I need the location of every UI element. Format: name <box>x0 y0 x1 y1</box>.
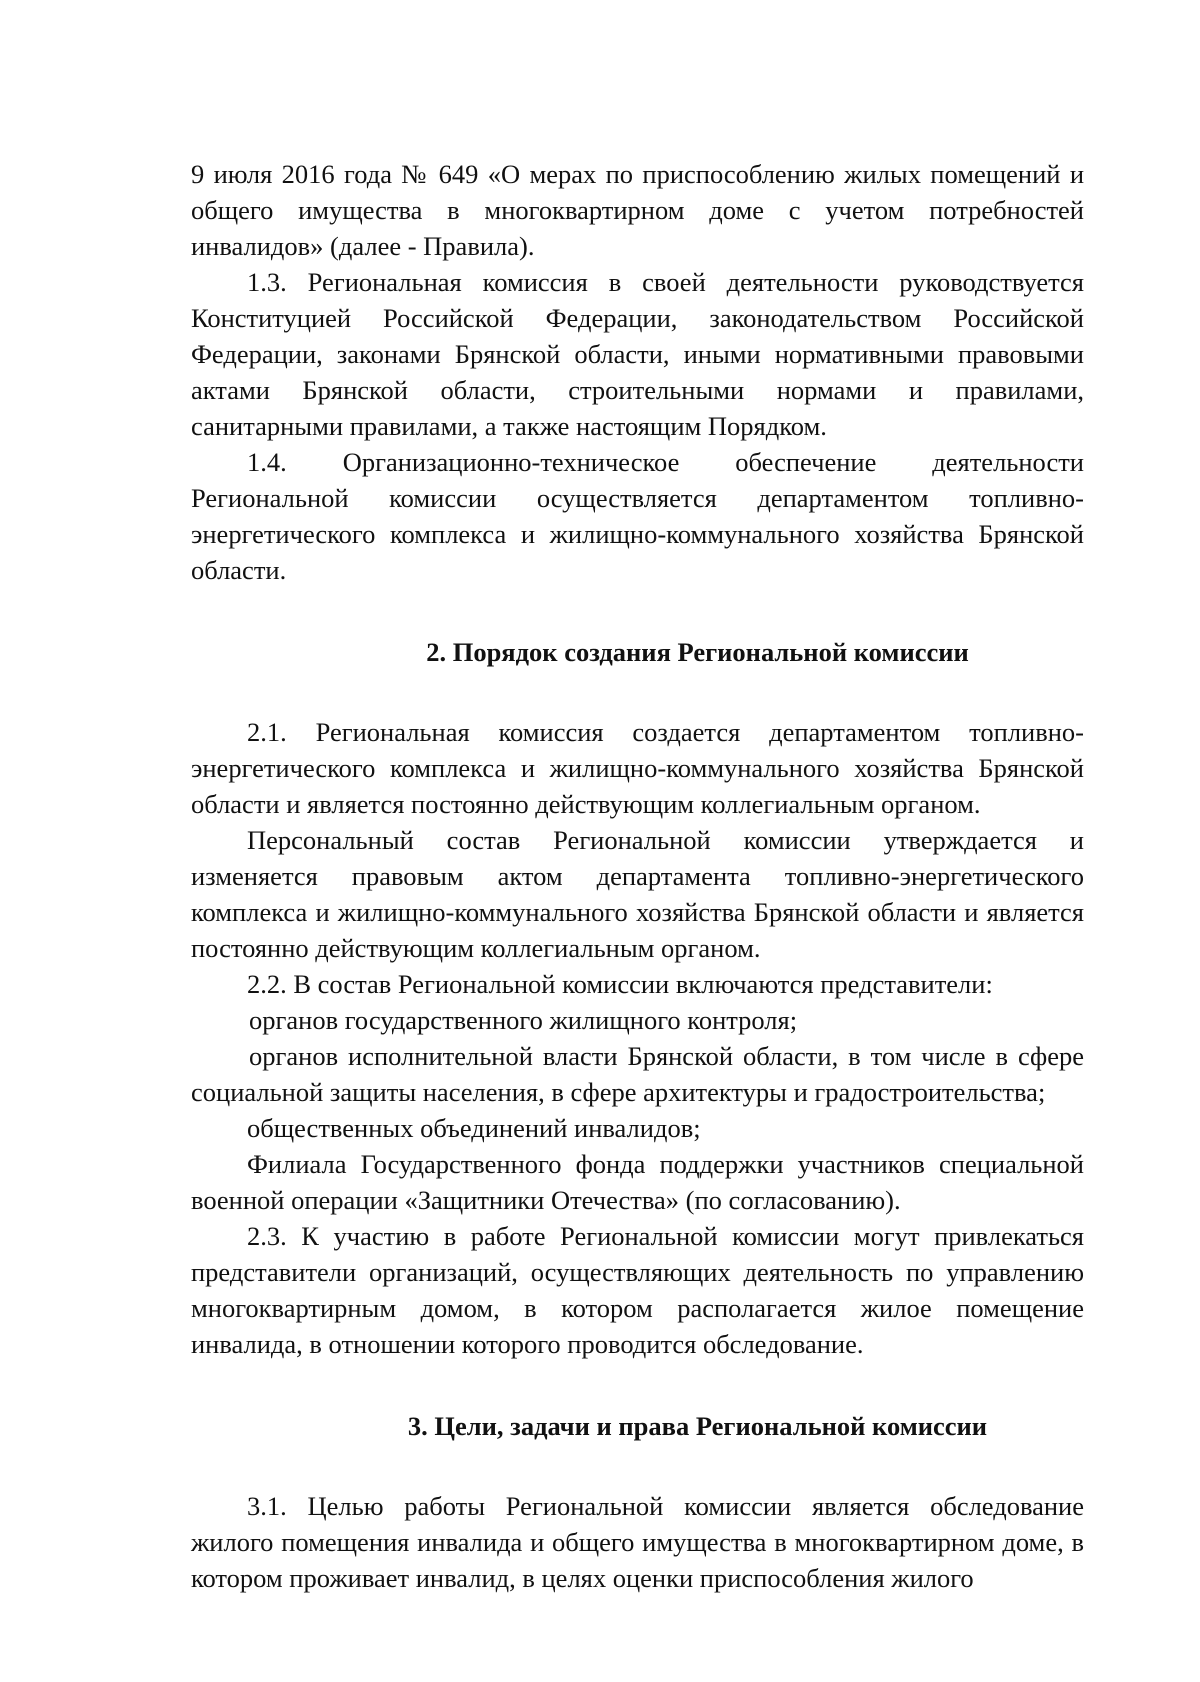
paragraph-1-4: 1.4. Организационно-техническое обеспечение деятельности Региональной комиссии осуществляется департаментом топливно-энергетического комплекса и жилищно-коммунального хозяйства Брянской области. <box>191 447 1084 585</box>
list-item-public-associations: общественных объединений инвалидов; <box>247 1113 701 1143</box>
paragraph-1-3: 1.3. Региональная комиссия в своей деятельности руководствуется Конституцией Российской Федерации, законодательством Российской Федерации, законами Брянской области, иными нормативными правовыми актами Брянской области, строительными нормами и правилами, санитарными правилами, а также настоящим Порядком. <box>191 267 1084 441</box>
section-3-heading: 3. Цели, задачи и права Региональной комиссии <box>407 1411 988 1441</box>
paragraph-3-1: 3.1. Целью работы Региональной комиссии является обследование жилого помещения инвалида и общего имущества в многоквартирном доме, в котором проживает инвалид, в целях оценки приспособления жилого <box>191 1491 1084 1593</box>
list-item-fund-branch: Филиала Государственного фонда поддержки участников специальной военной операции «Защитники Отечества» (по согласованию). <box>191 1149 1084 1215</box>
list-item-executive-bodies: органов исполнительной власти Брянской области, в том числе в сфере социальной защиты населения, в сфере архитектуры и градостроительства; <box>191 1041 1084 1107</box>
paragraph-personnel: Персональный состав Региональной комиссии утверждается и изменяется правовым актом департамента топливно-энергетического комплекса и жилищно-коммунального хозяйства Брянской области и является постоянно действующим коллегиальным органом. <box>191 825 1084 963</box>
document-body <box>191 156 1084 1596</box>
paragraph-2-2: 2.2. В состав Региональной комиссии включаются представители: <box>247 969 993 999</box>
paragraph-2-1: 2.1. Региональная комиссия создается департаментом топливно-энергетического комплекса и жилищно-коммунального хозяйства Брянской области и является постоянно действующим коллегиальным органом. <box>191 717 1084 819</box>
paragraph-2-3: 2.3. К участию в работе Региональной комиссии могут привлекаться представители организаций, осуществляющих деятельность по управлению многоквартирным домом, в котором располагается жилое помещение инвалида, в отношении которого проводится обследование. <box>191 1221 1084 1359</box>
section-2-heading: 2. Порядок создания Региональной комиссии <box>426 637 969 667</box>
paragraph-intro: 9 июля 2016 года № 649 «О мерах по приспособлению жилых помещений и общего имущества в многоквартирном доме с учетом потребностей инвалидов» (далее - Правила). <box>191 159 1084 261</box>
list-item-housing-control: органов государственного жилищного контроля; <box>249 1005 798 1035</box>
